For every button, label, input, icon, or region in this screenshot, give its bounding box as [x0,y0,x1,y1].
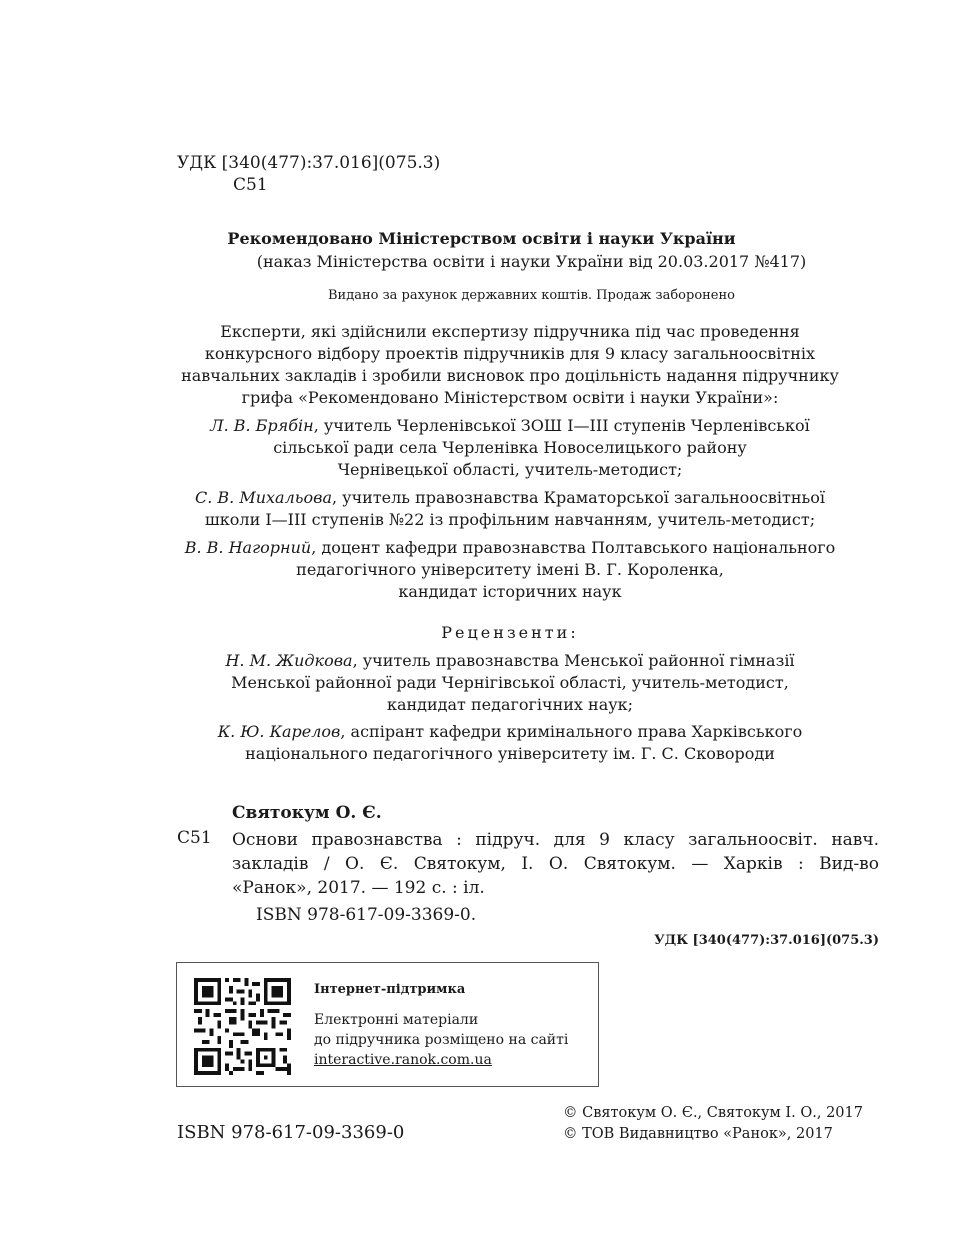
person-name: С. В. Михальова [195,488,332,507]
catalog-isbn: ISBN 978-617-09-3369-0. [256,905,477,925]
catalog-card-code: С51 [177,828,212,848]
person-info: , доцент кафедри правознавства Полтавського національного [311,538,836,557]
catalog-author: Святокум О. Є. [232,803,382,823]
person-info: школи І—ІІІ ступенів №22 із профільним навчанням, учитель-методист; [204,510,816,529]
expert-brjabin [160,415,860,481]
person-name: Н. М. Жидкова [225,651,353,670]
person-info: Менської районної ради Чернігівської області, учитель-методист, [231,673,789,692]
person-info: національного педагогічного університету ім. Г. С. Сковороди [245,744,775,763]
experts-intro-line: конкурсного відбору проектів підручників для 9 класу загальноосвітніх [204,344,816,363]
reviewer-karelov [160,721,860,765]
person-info: , учитель правознавства Менської районної гімназії [352,651,795,670]
description-line: Основи правознавства : підруч. для 9 класу загальноосвіт. навч. [232,830,879,850]
footer-isbn: ISBN 978-617-09-3369-0 [177,1122,405,1143]
person-name: В. В. Нагорний [184,538,312,557]
support-text-line: до підручника розміщено на сайті [314,1032,569,1048]
recommendation-order: (наказ Міністерства освіти і науки України від 20.03.2017 №417) [256,252,807,271]
experts-intro-line: грифа «Рекомендовано Міністерством освіти і науки України»: [241,388,779,407]
udk-header [177,152,440,196]
experts-intro-line: Експерти, які здійснили експертизу підручника під час проведення [220,322,800,341]
internet-support-box [176,962,599,1087]
person-name: Л. В. Брябін [210,416,314,435]
recommendation-title: Рекомендовано Міністерством освіти і науки України [227,229,736,248]
qr-code-icon[interactable] [194,978,291,1075]
support-text [314,1010,568,1070]
person-info: Чернівецької області, учитель-методист; [337,460,683,479]
experts-intro [160,321,860,409]
person-name: К. Ю. Карелов [217,722,341,741]
experts-intro-line: навчальних закладів і зробили висновок про доцільність надання підручнику [181,366,839,385]
description-line: закладів / О. Є. Святокум, І. О. Святокум. — Харків : Вид-во [232,854,879,874]
udk-code: УДК [340(477):37.016](075.3) [177,153,441,173]
support-link[interactable]: interactive.ranok.com.ua [314,1052,492,1068]
description-line: «Ранок», 2017. — 192 с. : іл. [232,878,485,898]
person-info: , учитель Черленівської ЗОШ І—ІІІ ступенів Черленівської [313,416,810,435]
catalog-description [232,828,879,900]
support-title: Інтернет-підтримка [314,982,466,997]
expert-myhalova [160,487,860,531]
person-info: кандидат історичних наук [398,582,622,601]
person-info: , учитель правознавства Краматорської загальноосвітньої [331,488,825,507]
person-info: кандидат педагогічних наук; [386,695,634,714]
copyright-line: © Святокум О. Є., Святокум І. О., 2017 [563,1105,863,1121]
person-info: , аспірант кафедри кримінального права Харківського [340,722,803,741]
reviewers-heading: Рецензенти: [441,623,579,642]
copyright-line: © ТОВ Видавництво «Ранок», 2017 [563,1126,833,1142]
catalog-udk: УДК [340(477):37.016](075.3) [654,933,879,948]
reviewer-zhydkova [160,650,860,716]
free-distribution-note: Видано за рахунок державних коштів. Продаж заборонено [327,288,735,303]
copyright-block [563,1103,863,1145]
person-info: сільської ради села Черленівка Новоселицького району [273,438,747,457]
expert-nagornyi [160,537,860,603]
catalog-code: С51 [233,175,268,195]
support-text-line: Електронні матеріали [314,1012,479,1028]
person-info: педагогічного університету імені В. Г. Короленка, [296,560,724,579]
